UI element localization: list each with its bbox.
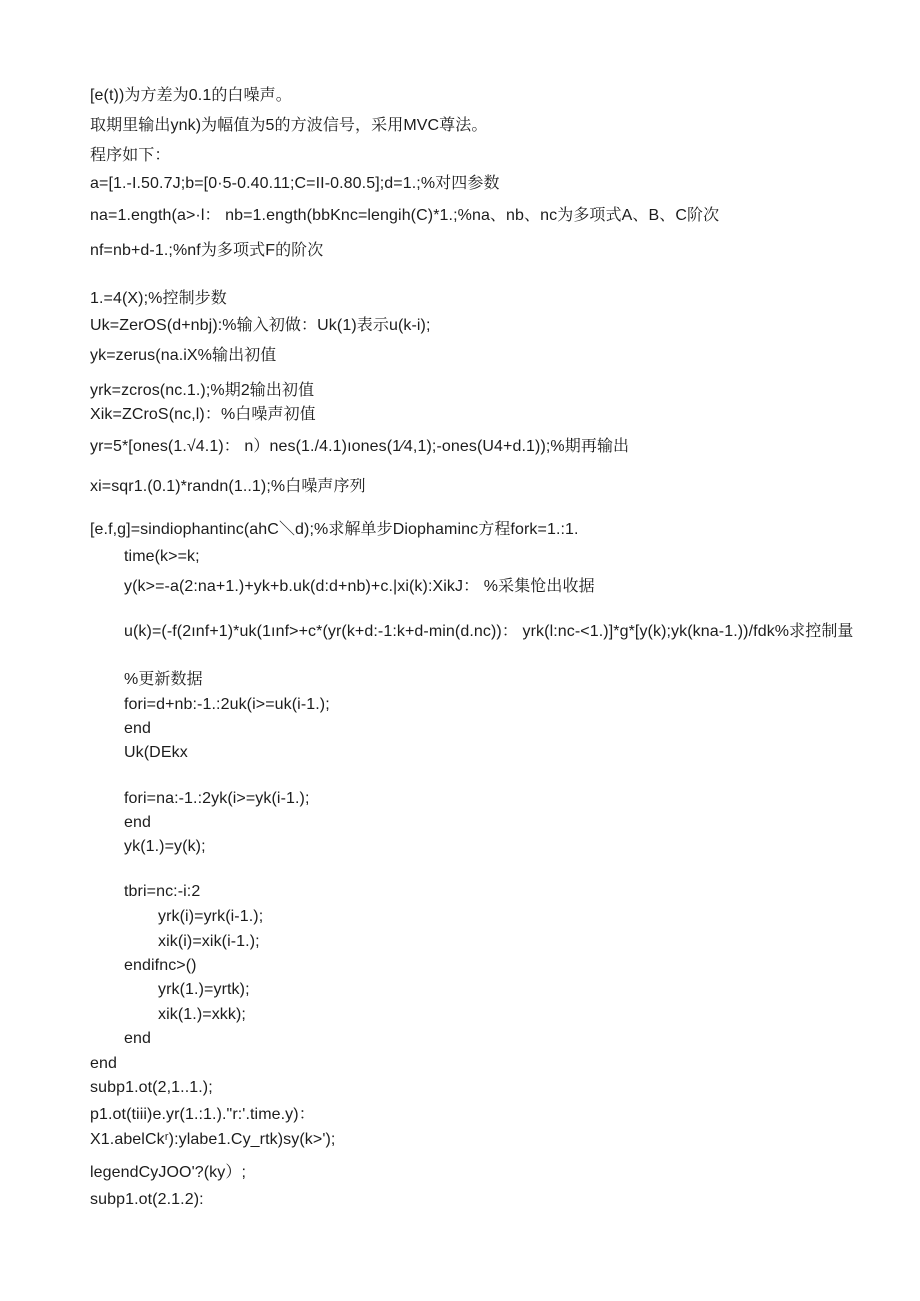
- text-line: a=[1.-I.50.7J;b=[0·5-0.40.11;C=II-0.80.5];d=1.;%对四参数: [90, 175, 500, 192]
- text-line: 程序如下：: [90, 147, 171, 164]
- text-line: [e.f,g]=sindiophantinc(ahC＼d);%求解单步Diophaminc方程fork=1.:1.: [90, 521, 579, 538]
- text-line: [e(t))为方差为0.1的白噪声。: [90, 87, 292, 104]
- text-line: tbri=nc:-i:2: [124, 883, 201, 900]
- text-line: end: [90, 1055, 117, 1072]
- text-line: 取期里输出ynk)为幅值为5的方波信号，采用MVC尊法。: [90, 117, 488, 134]
- text-line: yrk(i)=yrk(i-1.);: [158, 908, 264, 925]
- text-line: endifnc>(): [124, 957, 197, 974]
- text-line: yk(1.)=y(k);: [124, 838, 206, 855]
- text-line: y(k>=-a(2:na+1.)+yk+b.uk(d:d+nb)+c.|xi(k):XikJ： %采集怆出收据: [124, 578, 595, 595]
- text-line: 1.=4(X);%控制步数: [90, 290, 227, 307]
- text-line: Xik=ZCroS(nc,l)：%白噪声初值: [90, 406, 316, 423]
- text-line: xi=sqr1.(0.1)*randn(1..1);%白噪声序列: [90, 478, 366, 495]
- text-line: na=1.ength(a>·l： nb=1.ength(bbKnc=lengih(C)*1.;%na、nb、nc为多项式A、B、C阶次: [90, 207, 720, 224]
- text-line: yrk(1.)=yrtk);: [158, 981, 250, 998]
- text-line: Uk(DEkx: [124, 744, 188, 761]
- text-line: X1.abelCkʳ):ylabe1.Cy_rtk)sy(k>');: [90, 1131, 336, 1148]
- text-line: end: [124, 814, 151, 831]
- text-line: xik(i)=xik(i-1.);: [158, 933, 260, 950]
- text-line: nf=nb+d-1.;%nf为多项式F的阶次: [90, 242, 324, 259]
- text-line: yk=zerus(na.iX%输出初值: [90, 347, 277, 364]
- text-line: end: [124, 720, 151, 737]
- text-line: fori=d+nb:-1.:2uk(i>=uk(i-1.);: [124, 696, 330, 713]
- text-line: p1.ot(tiii)e.yr(1.:1.)."r:'.time.y)：: [90, 1106, 315, 1123]
- text-line: legendCyJOO'?(ky）;: [90, 1164, 247, 1181]
- text-line: u(k)=(-f(2ınf+1)*uk(1ınf>+c*(yr(k+d:-1:k+d-min(d.nc))： yrk(l:nc-<1.)]*g*[y(k);yk(kna-1.))/fdk%求控制量: [124, 623, 854, 640]
- text-line: subp1.ot(2.1.2):: [90, 1191, 204, 1208]
- text-line: fori=na:-1.:2yk(i>=yk(i-1.);: [124, 790, 310, 807]
- text-line: %更新数据: [124, 671, 203, 688]
- text-line: Uk=ZerOS(d+nbj):%输入初做：Uk(1)表示u(k-i);: [90, 317, 431, 334]
- text-line: end: [124, 1030, 151, 1047]
- code-text-block: [90, 84, 900, 1212]
- text-line: yrk=zcros(nc.1.);%期2输出初值: [90, 382, 315, 399]
- text-line: time(k>=k;: [124, 548, 200, 565]
- text-line: xik(1.)=xkk);: [158, 1006, 246, 1023]
- text-line: subp1.ot(2,1..1.);: [90, 1079, 213, 1096]
- text-line: yr=5*[ones(1.√4.1)： n）nes(1./4.1)ıones(1⁄4,1);-ones(U4+d.1));%期再输出: [90, 438, 630, 455]
